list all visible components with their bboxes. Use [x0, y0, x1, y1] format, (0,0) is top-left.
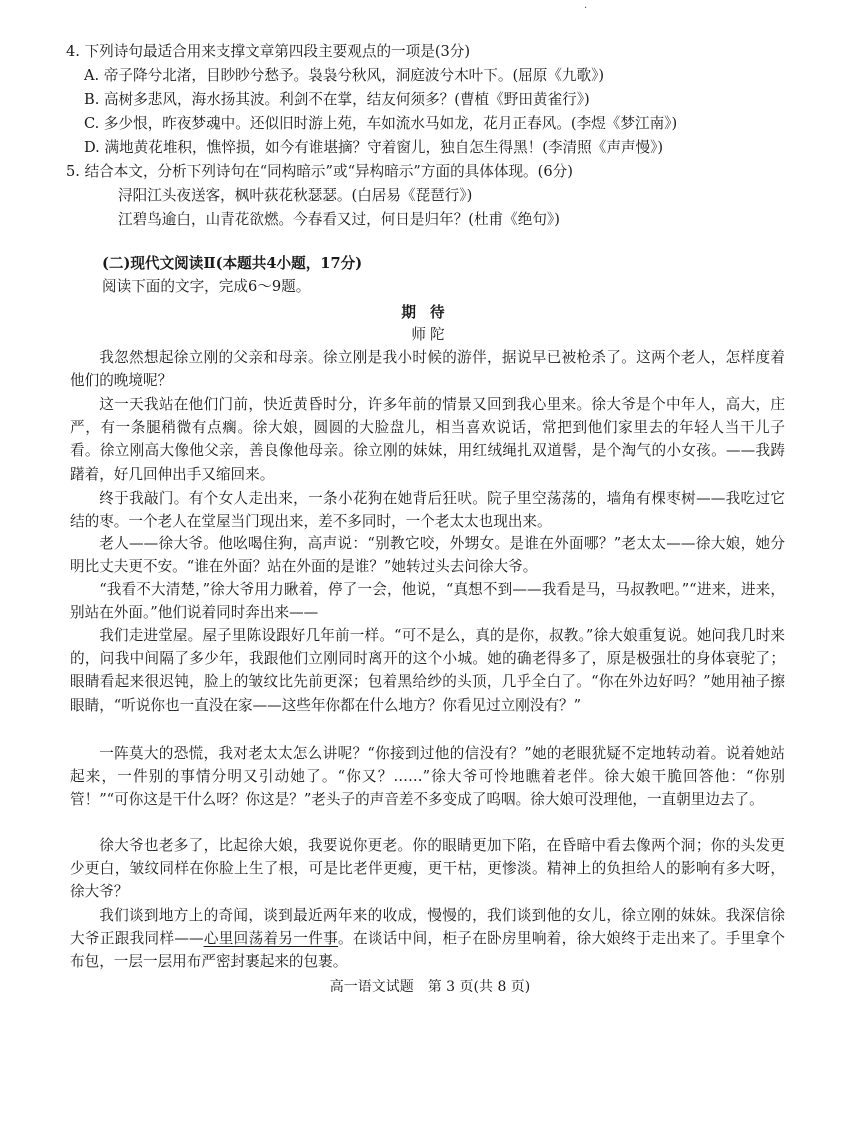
question-4-stem: 4. 下列诗句最适合用来支撑文章第四段主要观点的一项是(3分) [66, 43, 471, 60]
article-paragraph-7: 一阵莫大的恐慌，我对老太太怎么讲呢？“你接到过他的信没有？”她的老眼犹疑不定地转动着。说着她站起来，一件别的事情分明又引动她了。“你又？……”徐大爷可怜地瞧着老伴。徐大娘干脆回答他：“你别管！”“可你这是干什么呀？你这是？”老头子的声音差不多变成了呜咽。徐大娘可没理他，一直朝里边去了。 [70, 745, 785, 809]
question-4-option-d: D. 满地黄花堆积，憔悴损，如今有谁堪摘？守着窗儿，独自怎生得黑！(李清照《声声慢》) [84, 139, 664, 156]
underlined-phrase: 心里回荡着另一件事 [203, 930, 339, 948]
article-paragraph-8: 徐大爷也老多了，比起徐大娘，我要说你更老。你的眼睛更加下陷，在昏暗中看去像两个洞；你的头发更少更白，皱纹同样在你脸上生了根，可是比老伴更瘦，更干枯，更惨淡。精神上的负担给人的影响有多大呀，徐大爷？ [70, 837, 785, 901]
question-5-stem: 5. 结合本文，分析下列诗句在“同构暗示”或“异构暗示”方面的具体体现。(6分) [66, 163, 573, 180]
article-paragraph-2: 这一天我站在他们门前，快近黄昏时分，许多年前的情景又回到我心里来。徐大爷是个中年人，高大，庄严，有一条腿稍微有点瘸。徐大娘，圆圆的大脸盘儿，相当喜欢说话，常把到他们家里去的年轻人当干儿子看。徐立刚高大像他父亲，善良像他母亲。徐立刚的妹妹，用红绒绳扎双道髻，是个淘气的小女孩。——我踌躇着，好几回伸出手又缩回来。 [70, 396, 785, 483]
section-heading: (二)现代文阅读Ⅱ(本题共4小题，17分) [102, 255, 363, 272]
question-4-option-c: C. 多少恨，昨夜梦魂中。还似旧时游上苑，车如流水马如龙，花月正春风。(李煜《梦江南》) [84, 115, 678, 132]
article-author: 师陀 [411, 326, 449, 343]
article-paragraph-6: 我们走进堂屋。屋子里陈设跟好几年前一样。“可不是么，真的是你，叔教。”徐大娘重复说。她问我几时来的，问我中间隔了多少年，我跟他们立刚同时离开的这个小城。她的确老得多了，原是极强壮的身体衰驼了；眼睛看起来很迟钝，脸上的皱纹比先前更深；包着黑给纱的头顶，几乎全白了。“你在外边好吗？”她用袖子擦眼睛，“听说你也一直没在家——这些年你都在什么地方？你看见过立刚没有？” [70, 627, 785, 714]
question-4-option-b: B. 高树多悲风，海水扬其波。利剑不在掌，结友何须多？(曹植《野田黄雀行》) [84, 91, 590, 108]
paragraph-9-text-before: 我们谈到地方上的奇闻，谈到最近两年来的收成，慢慢的，我们谈到他的女儿，徐立刚的妹妹。我深信徐大爷正跟我同样—— [70, 907, 785, 948]
article-paragraph-5: “我看不大清楚，”徐大爷用力瞅着，停了一会，他说，“真想不到——我看是马，马叔教吧。”“进来，进来，别站在外面。”他们说着同时奔出来—— [70, 581, 785, 622]
article-title: 期待 [401, 304, 459, 321]
paragraph-9-text-after: 。在谈话中间，柜子在卧房里响着，徐大娘终于走出来了。手里拿个布包，一层一层用布严密封裹起来的包裹。 [70, 930, 785, 971]
question-5-poem-2: 江碧鸟逾白，山青花欲燃。今春看又过，何日是归年？(杜甫《绝句》) [118, 211, 560, 228]
article-paragraph-9 [70, 904, 785, 974]
question-4-option-a: A. 帝子降兮北渚，目眇眇兮愁予。袅袅兮秋风，洞庭波兮木叶下。(屈原《九歌》) [84, 67, 605, 84]
page-footer: 高一语文试题 第 3 页(共 8 页) [329, 979, 531, 995]
question-5-poem-1: 浔阳江头夜送客，枫叶荻花秋瑟瑟。(白居易《琵琶行》) [118, 187, 473, 204]
article-paragraph-4: 老人——徐大爷。他吆喝住狗，高声说：“别教它咬，外甥女。是谁在外面哪？”老太太——徐大娘，她分明比丈夫更不安。“谁在外面？站在外面的是谁？”她转过头去问徐大爷。 [70, 535, 785, 576]
article-paragraph-3: 终于我敲门。有个女人走出来，一条小花狗在她背后狂吠。院子里空荡荡的，墙角有棵枣树——我吃过它结的枣。一个老人在堂屋当门现出来，差不多同时，一个老太太也现出来。 [70, 490, 785, 531]
article-paragraph-1: 我忽然想起徐立刚的父亲和母亲。徐立刚是我小时候的游伴，据说早已被枪杀了。这两个老人，怎样度着他们的晚境呢？ [70, 349, 785, 390]
section-instruction: 阅读下面的文字，完成6～9题。 [102, 278, 311, 295]
scan-dot: · [584, 3, 588, 14]
